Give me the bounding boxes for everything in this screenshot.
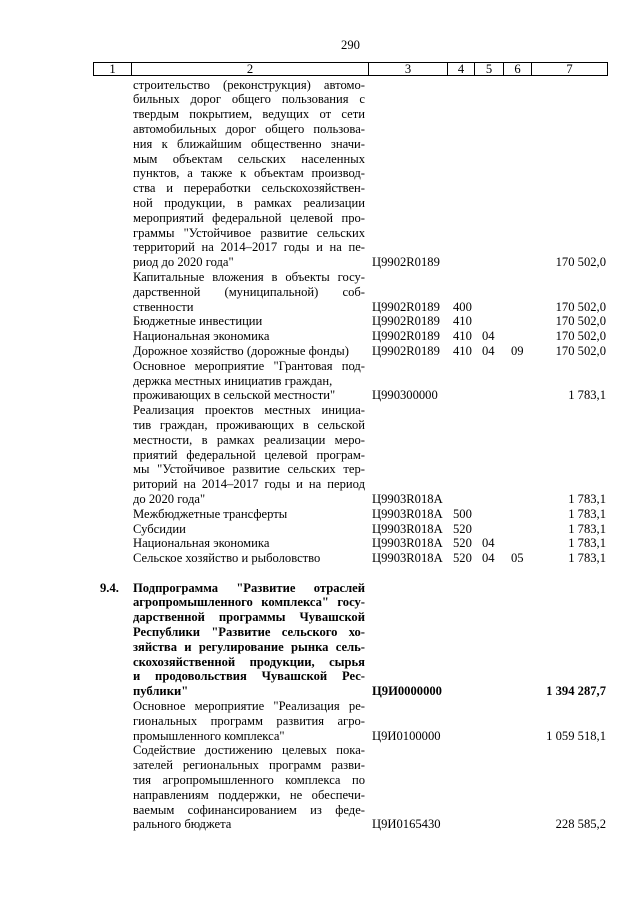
row-amount: 1 783,1: [568, 388, 606, 403]
row-name: [131, 359, 368, 403]
page-number: 290: [341, 38, 360, 52]
row-name-line: риторий на 2014–2017 годы и на период: [133, 477, 365, 492]
row-col4: 410: [453, 343, 472, 358]
row-name-line: тия агропромышленного комплекса по: [133, 773, 365, 788]
row-name-line: Национальная экономика: [133, 329, 270, 344]
row-name-line: ной продукции, в рамках реализации: [133, 195, 365, 210]
row-name-line: Субсидии: [133, 521, 186, 536]
row-col5: 04: [482, 551, 495, 566]
row-name-line: территорий на 2014–2017 годы и на пе-: [133, 240, 365, 255]
row-col6: 05: [511, 551, 524, 566]
row-amount: 228 585,2: [555, 817, 606, 832]
row-name: [131, 329, 368, 344]
row-code: Ц9902R0189: [372, 299, 440, 314]
column-header-5: 5: [474, 63, 503, 75]
row-name-line: местности, в рамках реализации меро-: [133, 432, 365, 447]
row-name-line: Бюджетные инвестиции: [133, 314, 263, 329]
row-amount: 1 783,1: [568, 536, 606, 551]
row-name-line: ваемым софинансированием из феде-: [133, 802, 365, 817]
row-name-line: Республики "Развитие сельского хо-: [133, 625, 365, 640]
row-name-line: твердым покрытием, ведущих от сети: [133, 107, 365, 122]
row-name-line: дарственной программы Чувашской: [133, 610, 365, 625]
row-name: [131, 344, 368, 359]
row-amount: 170 502,0: [555, 343, 606, 358]
row-name-line: Национальная экономика: [133, 536, 270, 551]
table-header-row: [93, 62, 608, 76]
row-name-line: приятий федеральной целевой програм-: [133, 447, 365, 462]
table-section: [93, 78, 608, 566]
row-name-line: Сельское хозяйство и рыболовство: [133, 551, 321, 566]
row-amount: 170 502,0: [555, 299, 606, 314]
row-amount: 1 394 287,7: [546, 684, 606, 699]
row-name-line: Капитальные вложения в объекты госу-: [133, 269, 365, 284]
row-name-line: мы "Устойчивое развитие сельских тер-: [133, 462, 365, 477]
row-col4: 520: [453, 551, 472, 566]
row-name: [131, 536, 368, 551]
column-header-1: 1: [93, 63, 131, 75]
table-body: [93, 78, 608, 833]
row-col5: 04: [482, 329, 495, 344]
row-code: Ц9И0165430: [372, 817, 441, 832]
row-name: [131, 270, 368, 314]
row-name-line: Содействие достижению целевых пока-: [133, 743, 365, 758]
row-amount: 170 502,0: [555, 255, 606, 270]
table-row: [93, 551, 608, 566]
column-header-3: 3: [368, 63, 447, 75]
row-col4: 410: [453, 314, 472, 329]
row-code: Ц9902R0189: [372, 255, 440, 270]
column-header-4: 4: [447, 63, 474, 75]
row-name-line: направлениям поддержки, не обеспечи-: [133, 787, 365, 802]
row-col4: 500: [453, 506, 472, 521]
row-name-line: ства и переработки сельскохозяйствен-: [133, 181, 365, 196]
row-code: Ц9903R018A: [372, 521, 443, 536]
row-name: [131, 581, 368, 699]
row-name: [131, 743, 368, 832]
row-name: [131, 403, 368, 507]
row-name-line: мым объектам сельских населенных: [133, 151, 365, 166]
row-code: Ц9903R018A: [372, 536, 443, 551]
row-name-line: до 2020 года": [133, 491, 206, 506]
table-row: [93, 344, 608, 359]
row-amount: 170 502,0: [555, 329, 606, 344]
column-header-7: 7: [531, 63, 608, 75]
row-col5: 04: [482, 343, 495, 358]
table-row: [93, 743, 608, 832]
row-code: Ц9И0000000: [372, 684, 442, 699]
table-row: [93, 522, 608, 537]
row-name-line: Дорожное хозяйство (дорожные фонды): [133, 343, 349, 358]
row-name-line: Подпрограмма "Развитие отраслей: [133, 580, 365, 595]
row-name: [131, 551, 368, 566]
row-name: [131, 78, 368, 270]
row-code: Ц9903R018A: [372, 491, 443, 506]
row-amount: 170 502,0: [555, 314, 606, 329]
row-amount: 1 783,1: [568, 521, 606, 536]
row-col4: 520: [453, 521, 472, 536]
row-name-line: скохозяйственной продукции, сырья: [133, 654, 365, 669]
row-code: Ц9903R018A: [372, 551, 443, 566]
row-name-line: проживающих в сельской местности": [133, 388, 336, 403]
row-name-line: агропромышленного комплекса" госу-: [133, 595, 365, 610]
row-name-line: бильных дорог общего пользования с: [133, 92, 365, 107]
row-code: Ц9902R0189: [372, 343, 440, 358]
row-amount: 1 783,1: [568, 551, 606, 566]
column-header-2: 2: [131, 63, 368, 75]
row-code: Ц9902R0189: [372, 314, 440, 329]
row-col4: 520: [453, 536, 472, 551]
row-name: [131, 699, 368, 743]
row-name-line: зяйства и регулирование рынка сель-: [133, 639, 365, 654]
row-col6: 09: [511, 343, 524, 358]
table-row: [93, 507, 608, 522]
row-name-line: Основное мероприятие "Грантовая под-: [133, 358, 365, 373]
row-number: 9.4.: [100, 580, 119, 595]
table-row: [93, 78, 608, 270]
row-col4: 400: [453, 299, 472, 314]
table-row: [93, 270, 608, 314]
column-header-6: 6: [503, 63, 531, 75]
table-row: [93, 699, 608, 743]
row-amount: 1 059 518,1: [546, 728, 606, 743]
row-code: Ц9902R0189: [372, 329, 440, 344]
row-name-line: граммы "Устойчивое развитие сельских: [133, 225, 365, 240]
table-row: [93, 536, 608, 551]
row-name-line: ственности: [133, 299, 194, 314]
row-name: [131, 314, 368, 329]
row-name-line: и продовольствия Чувашской Рес-: [133, 669, 365, 684]
row-code: Ц9И0100000: [372, 728, 441, 743]
row-name-line: Основное мероприятие "Реализация ре-: [133, 699, 365, 714]
row-name-line: риод до 2020 года": [133, 255, 234, 270]
table-row: [93, 329, 608, 344]
row-code: Ц9903R018A: [372, 506, 443, 521]
row-name-line: Реализация проектов местных инициа-: [133, 403, 365, 418]
row-name-line: Межбюджетные трансферты: [133, 506, 288, 521]
row-name-line: держка местных инициатив граждан,: [133, 373, 333, 388]
row-name-line: тив граждан, проживающих в сельской: [133, 417, 365, 432]
row-name-line: дарственной (муниципальной) соб-: [133, 284, 365, 299]
row-name-line: строительство (реконструкция) автомо-: [133, 77, 365, 92]
table-row: [93, 359, 608, 403]
table-row: [93, 314, 608, 329]
row-name: [131, 522, 368, 537]
row-name-line: ния к ближайшим общественно значи-: [133, 136, 365, 151]
row-name-line: мероприятий федеральной целевой про-: [133, 210, 365, 225]
table-row: [93, 581, 608, 699]
row-col5: 04: [482, 536, 495, 551]
row-name-line: рального бюджета: [133, 817, 232, 832]
row-name-line: пунктов, а также к объектам производ-: [133, 166, 365, 181]
row-amount: 1 783,1: [568, 491, 606, 506]
row-amount: 1 783,1: [568, 506, 606, 521]
row-name-line: автомобильных дорог общего пользова-: [133, 121, 365, 136]
row-name-line: промышленного комплекса": [133, 728, 285, 743]
row-code: Ц990300000: [372, 388, 438, 403]
table-row: [93, 403, 608, 507]
row-col4: 410: [453, 329, 472, 344]
table-section: [93, 581, 608, 833]
row-name: [131, 507, 368, 522]
row-name-line: зателей региональных программ разви-: [133, 758, 365, 773]
row-name-line: публики": [133, 684, 189, 699]
row-name-line: гиональных программ развития агро-: [133, 713, 365, 728]
